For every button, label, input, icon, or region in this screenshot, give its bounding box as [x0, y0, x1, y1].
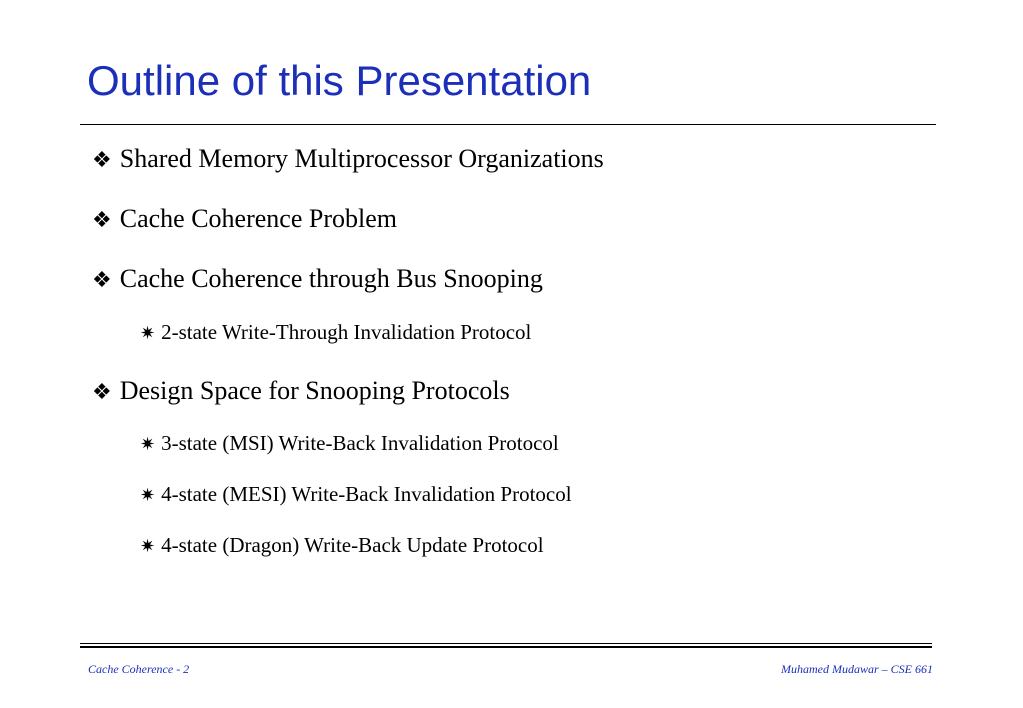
diamond-clover-icon: ❖	[92, 267, 112, 292]
outline-item-text: Design Space for Snooping Protocols	[119, 376, 510, 405]
outline-item-text: Cache Coherence Problem	[119, 204, 397, 233]
footer-slide-label: Cache Coherence - 2	[88, 662, 190, 676]
asterisk-icon: ✷	[140, 536, 156, 556]
footer-author: Muhamed Mudawar – CSE 661	[781, 662, 933, 676]
outline-item	[92, 206, 397, 232]
footer-divider	[80, 646, 932, 648]
outline-subitem-text: 4-state (Dragon) Write-Back Update Protocol	[161, 533, 544, 557]
asterisk-icon: ✷	[140, 434, 156, 454]
outline-item	[92, 146, 604, 172]
outline-subitem-text: 3-state (MSI) Write-Back Invalidation Protocol	[161, 431, 559, 455]
outline-subitem	[140, 433, 559, 454]
diamond-clover-icon: ❖	[92, 379, 112, 404]
outline-item-text: Shared Memory Multiprocessor Organizations	[119, 144, 604, 173]
asterisk-icon: ✷	[140, 485, 156, 505]
footer-divider	[80, 643, 932, 644]
outline-item-text: Cache Coherence through Bus Snooping	[119, 264, 543, 293]
slide-title: Outline of this Presentation	[87, 57, 592, 104]
asterisk-icon: ✷	[140, 323, 156, 343]
outline-item	[92, 266, 543, 292]
outline-subitem-text: 2-state Write-Through Invalidation Protocol	[161, 320, 532, 344]
outline-subitem	[140, 535, 544, 556]
outline-subitem	[140, 322, 531, 343]
diamond-clover-icon: ❖	[92, 147, 112, 172]
outline-item	[92, 378, 510, 404]
outline-subitem	[140, 484, 572, 505]
title-divider	[80, 124, 936, 125]
diamond-clover-icon: ❖	[92, 207, 112, 232]
outline-subitem-text: 4-state (MESI) Write-Back Invalidation Protocol	[161, 482, 572, 506]
